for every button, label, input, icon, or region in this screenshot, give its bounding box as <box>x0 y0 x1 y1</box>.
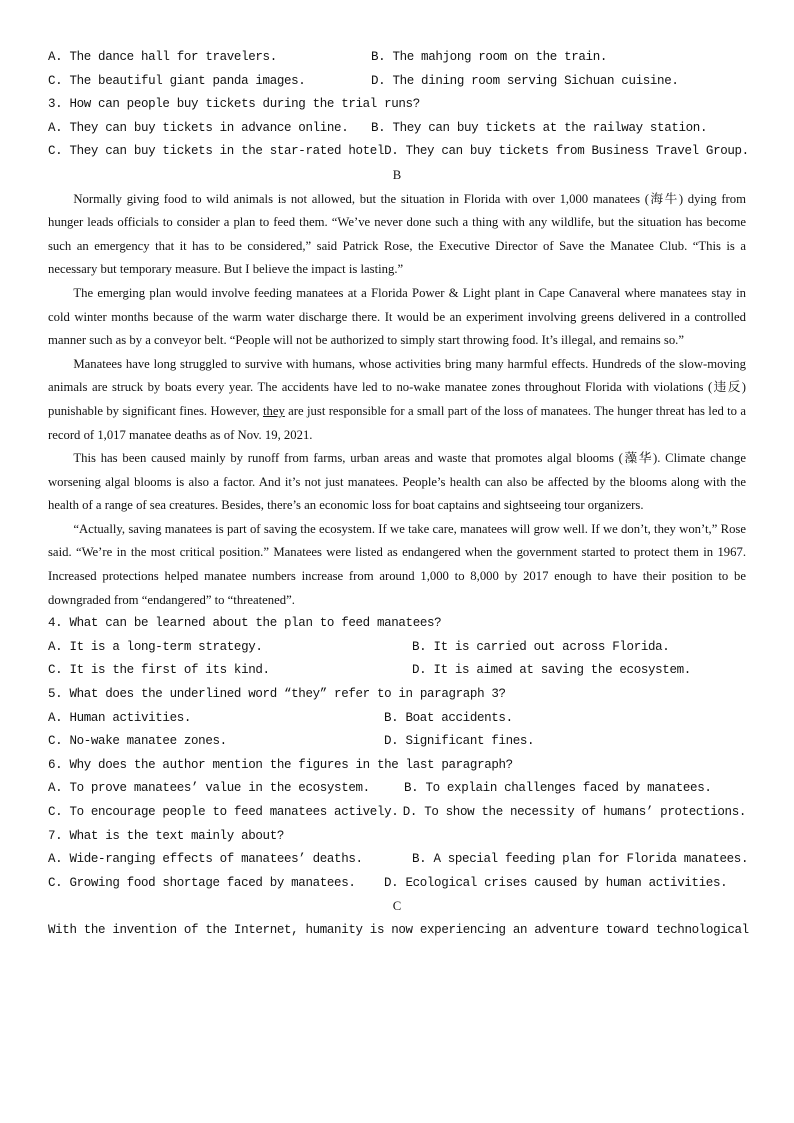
section-b-heading: B <box>392 167 402 182</box>
option-d: D. They can buy tickets from Business Travel Group. <box>384 144 749 159</box>
question-6: 6. Why does the author mention the figures in the last paragraph? <box>48 757 513 772</box>
option-a: A. Human activities. <box>48 710 192 725</box>
question-7: 7. What is the text mainly about? <box>48 828 284 843</box>
section-c-heading: C <box>392 899 402 914</box>
paragraph-4: This has been caused mainly by runoff from farms, urban areas and waste that promotes algal blooms (藻华). Climate change worsening algal blooms is also a factor. And it’s not just manatees. People’s health can also be affected by the blooms along with the health of a range of sea creatures. Besides, there’s an economic loss for boat captains and sightseeing tour organizers. <box>48 451 746 513</box>
option-d: D. To show the necessity of humans’ protections. <box>402 805 746 819</box>
paragraph-3-start: Manatees have long struggled to survive with humans, whose activities bring many harmful effects. Hundreds of the slow-moving animals are struck by boats every year. The accidents have led to no-wake manatee zones throughout Florida with violations (违反) punishable by significant fines. However, <box>48 356 746 418</box>
option-c: C. It is the first of its kind. <box>48 663 270 678</box>
option-row <box>48 777 746 801</box>
paragraph-1: Normally giving food to wild animals is not allowed, but the situation in Florida with over 1,000 manatees (海牛) dying from hunger leads officials to consider a plan to feed them. “We’ve never done such a thing with any wildlife, but the situation has become such an emergency that it has to be considered,” said Patrick Rose, the Executive Director of Save the Manatee Club. “This is a necessary but temporary measure. But I believe the impact is lasting.” <box>48 191 746 277</box>
question-3: 3. How can people buy tickets during the trial runs? <box>48 97 420 112</box>
option-b: B. They can buy tickets at the railway station. <box>371 120 708 135</box>
paragraph-3 <box>48 353 746 447</box>
paragraph-2: The emerging plan would involve feeding manatees at a Florida Power & Light plant in Cape Canaveral where manatees stay in cold winter months because of the warm water discharge there. It would be an experiment involving greens delivered in a controlled manner such as by a conveyor belt. “People will not be authorized to simply start throwing food. It’s illegal, and remains so.” <box>48 285 746 348</box>
option-c: C. Growing food shortage faced by manatees. <box>48 875 356 890</box>
option-row <box>48 872 746 896</box>
option-row <box>48 117 746 141</box>
option-c: C. They can buy tickets in the star-rated hotel <box>48 144 385 159</box>
question-5: 5. What does the underlined word “they” refer to in paragraph 3? <box>48 687 506 702</box>
option-row <box>48 140 749 164</box>
passage-b <box>48 188 746 613</box>
option-row <box>48 70 746 94</box>
exam-page <box>48 46 749 943</box>
option-b: B. It is carried out across Florida. <box>412 639 670 654</box>
option-d: D. Significant fines. <box>384 734 535 749</box>
option-d: D. It is aimed at saving the ecosystem. <box>412 663 691 678</box>
option-a: A. The dance hall for travelers. <box>48 50 277 64</box>
paragraph-5: “Actually, saving manatees is part of saving the ecosystem. If we take care, manatees will grow well. If we don’t, they won’t,” Rose said. “We’re in the most critical position.” Manatees were listed as endangered when the government started to protect them in 1967. Increased protections helped manatee numbers increase from around 1,000 to 8,000 by 2017 enough to have their position to be downgraded from “endangered” to “threatened”. <box>48 521 746 607</box>
option-a: A. To prove manatees’ value in the ecosystem. <box>48 781 370 796</box>
option-b: B. The mahjong room on the train. <box>371 50 607 64</box>
option-a: A. Wide-ranging effects of manatees’ deaths. <box>48 852 363 867</box>
option-b: B. A special feeding plan for Florida manatees. <box>412 852 749 867</box>
option-row <box>48 46 746 70</box>
question-4: 4. What can be learned about the plan to feed manatees? <box>48 616 442 631</box>
option-c: C. The beautiful giant panda images. <box>48 73 306 88</box>
underlined-word: they <box>262 403 285 418</box>
option-row <box>48 659 746 683</box>
option-d: D. The dining room serving Sichuan cuisine. <box>371 73 679 88</box>
option-c: C. No-wake manatee zones. <box>48 734 227 749</box>
option-row <box>48 848 749 872</box>
option-b: B. To explain challenges faced by manatees. <box>404 781 712 796</box>
option-d: D. Ecological crises caused by human activities. <box>384 875 728 890</box>
option-b: B. Boat accidents. <box>384 710 513 725</box>
option-row <box>48 636 746 660</box>
option-row <box>48 730 746 754</box>
option-c: C. To encourage people to feed manatees actively. <box>48 805 399 819</box>
option-a: A. It is a long-term strategy. <box>48 639 263 654</box>
option-row <box>48 801 746 825</box>
option-a: A. They can buy tickets in advance online. <box>48 120 349 135</box>
passage-c-line: With the invention of the Internet, humanity is now experiencing an adventure toward technological <box>48 922 749 937</box>
option-row <box>48 707 746 731</box>
paragraph-3-end: are just responsible for a small part of the loss of manatees. The hunger threat has led to a record of 1,017 manatee deaths as of Nov. 19, 2021. <box>48 403 746 442</box>
